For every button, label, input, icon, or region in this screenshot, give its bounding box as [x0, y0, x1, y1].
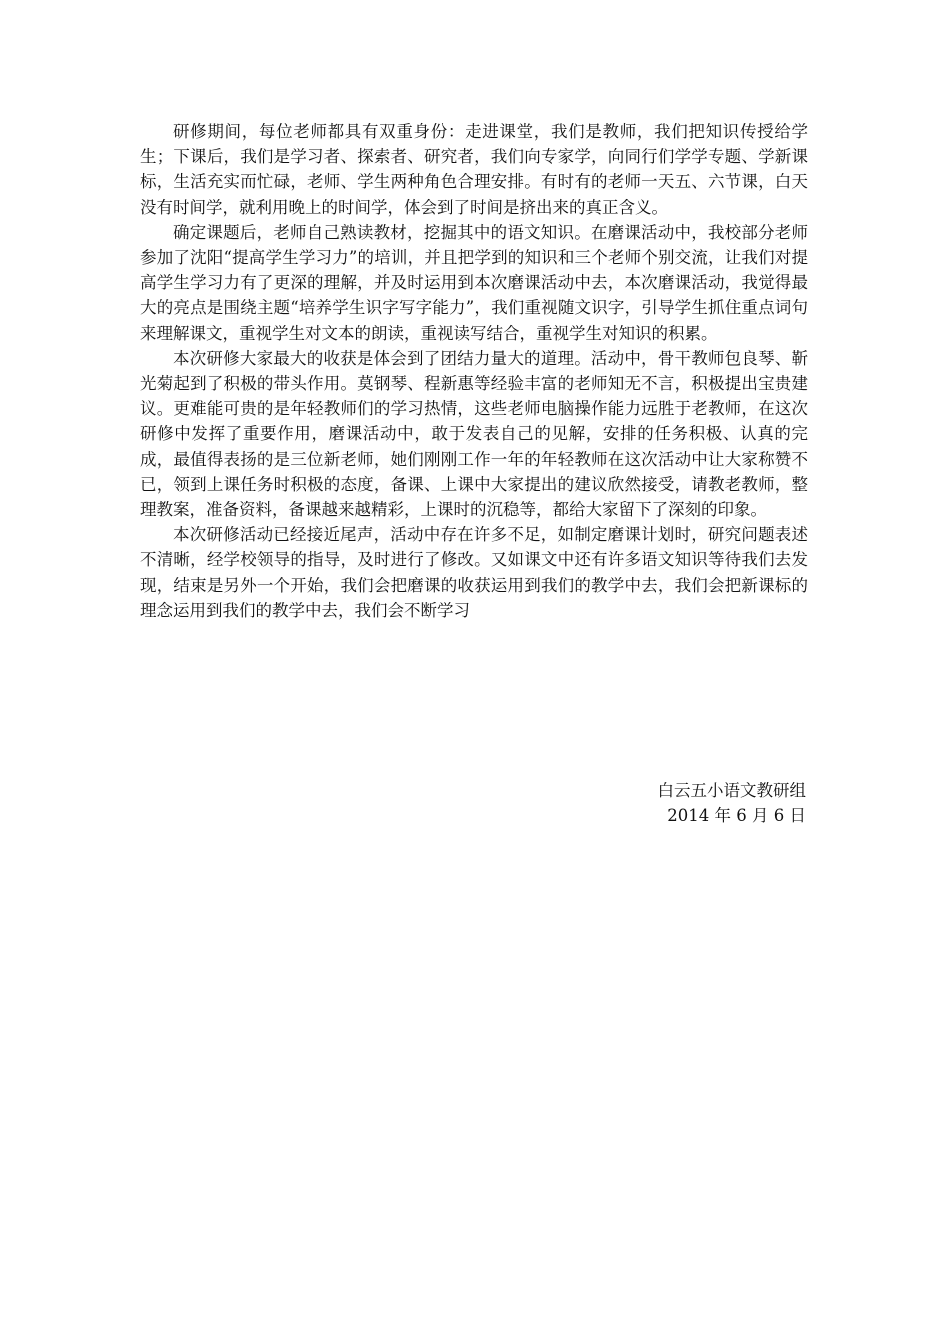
paragraph-3: 本次研修大家最大的收获是体会到了团结力量大的道理。活动中，骨干教师包良琴、靳光菊起到了积极的带头作用。莫钢琴、程新惠等经验丰富的老师知无不言，积极提出宝贵建议。更难能可贵的是年轻教师们的学习热情，这些老师电脑操作能力远胜于老教师，在这次研修中发挥了重要作用，磨课活动中，敢于发表自己的见解，安排的任务积极、认真的完成，最值得表扬的是三位新老师，她们刚刚工作一年的年轻教师在这次活动中让大家称赞不已，领到上课任务时积极的态度，备课、上课中大家提出的建议欣然接受，请教老教师，整理教案，准备资料，备课越来越精彩，上课时的沉稳等，都给大家留下了深刻的印象。: [140, 348, 808, 520]
signature-organization: 白云五小语文教研组: [657, 781, 806, 800]
document-body: [140, 119, 808, 623]
paragraph-2: 确定课题后，老师自己熟读教材，挖掘其中的语文知识。在磨课活动中，我校部分老师参加了沈阳“提高学生学习力”的培训，并且把学到的知识和三个老师个别交流，让我们对提高学生学习力有了更深的理解，并及时运用到本次磨课活动中去，本次磨课活动，我觉得最大的亮点是围绕主题“培养学生识字写字能力”，我们重视随文识字，引导学生抓住重点词句来理解课文，重视学生对文本的朗读，重视读写结合，重视学生对知识的积累。: [140, 222, 808, 343]
paragraph-1: 研修期间，每位老师都具有双重身份：走进课堂，我们是教师，我们把知识传授给学生；下课后，我们是学习者、探索者、研究者，我们向专家学，向同行们学学专题、学新课标，生活充实而忙碌，老师、学生两种角色合理安排。有时有的老师一天五、六节课，白天没有时间学，就利用晚上的时间学，体会到了时间是挤出来的真正含义。: [140, 122, 808, 217]
signature-date: 2014 年 6 月 6 日: [667, 806, 806, 826]
paragraph-4: 本次研修活动已经接近尾声，活动中存在许多不足，如制定磨课计划时，研究问题表述不清晰，经学校领导的指导，及时进行了修改。又如课文中还有许多语文知识等待我们去发现，结束是另外一个开始，我们会把磨课的收获运用到我们的教学中去，我们会把新课标的理念运用到我们的教学中去，我们会不断学习: [140, 525, 808, 620]
signature-block: [658, 778, 807, 828]
